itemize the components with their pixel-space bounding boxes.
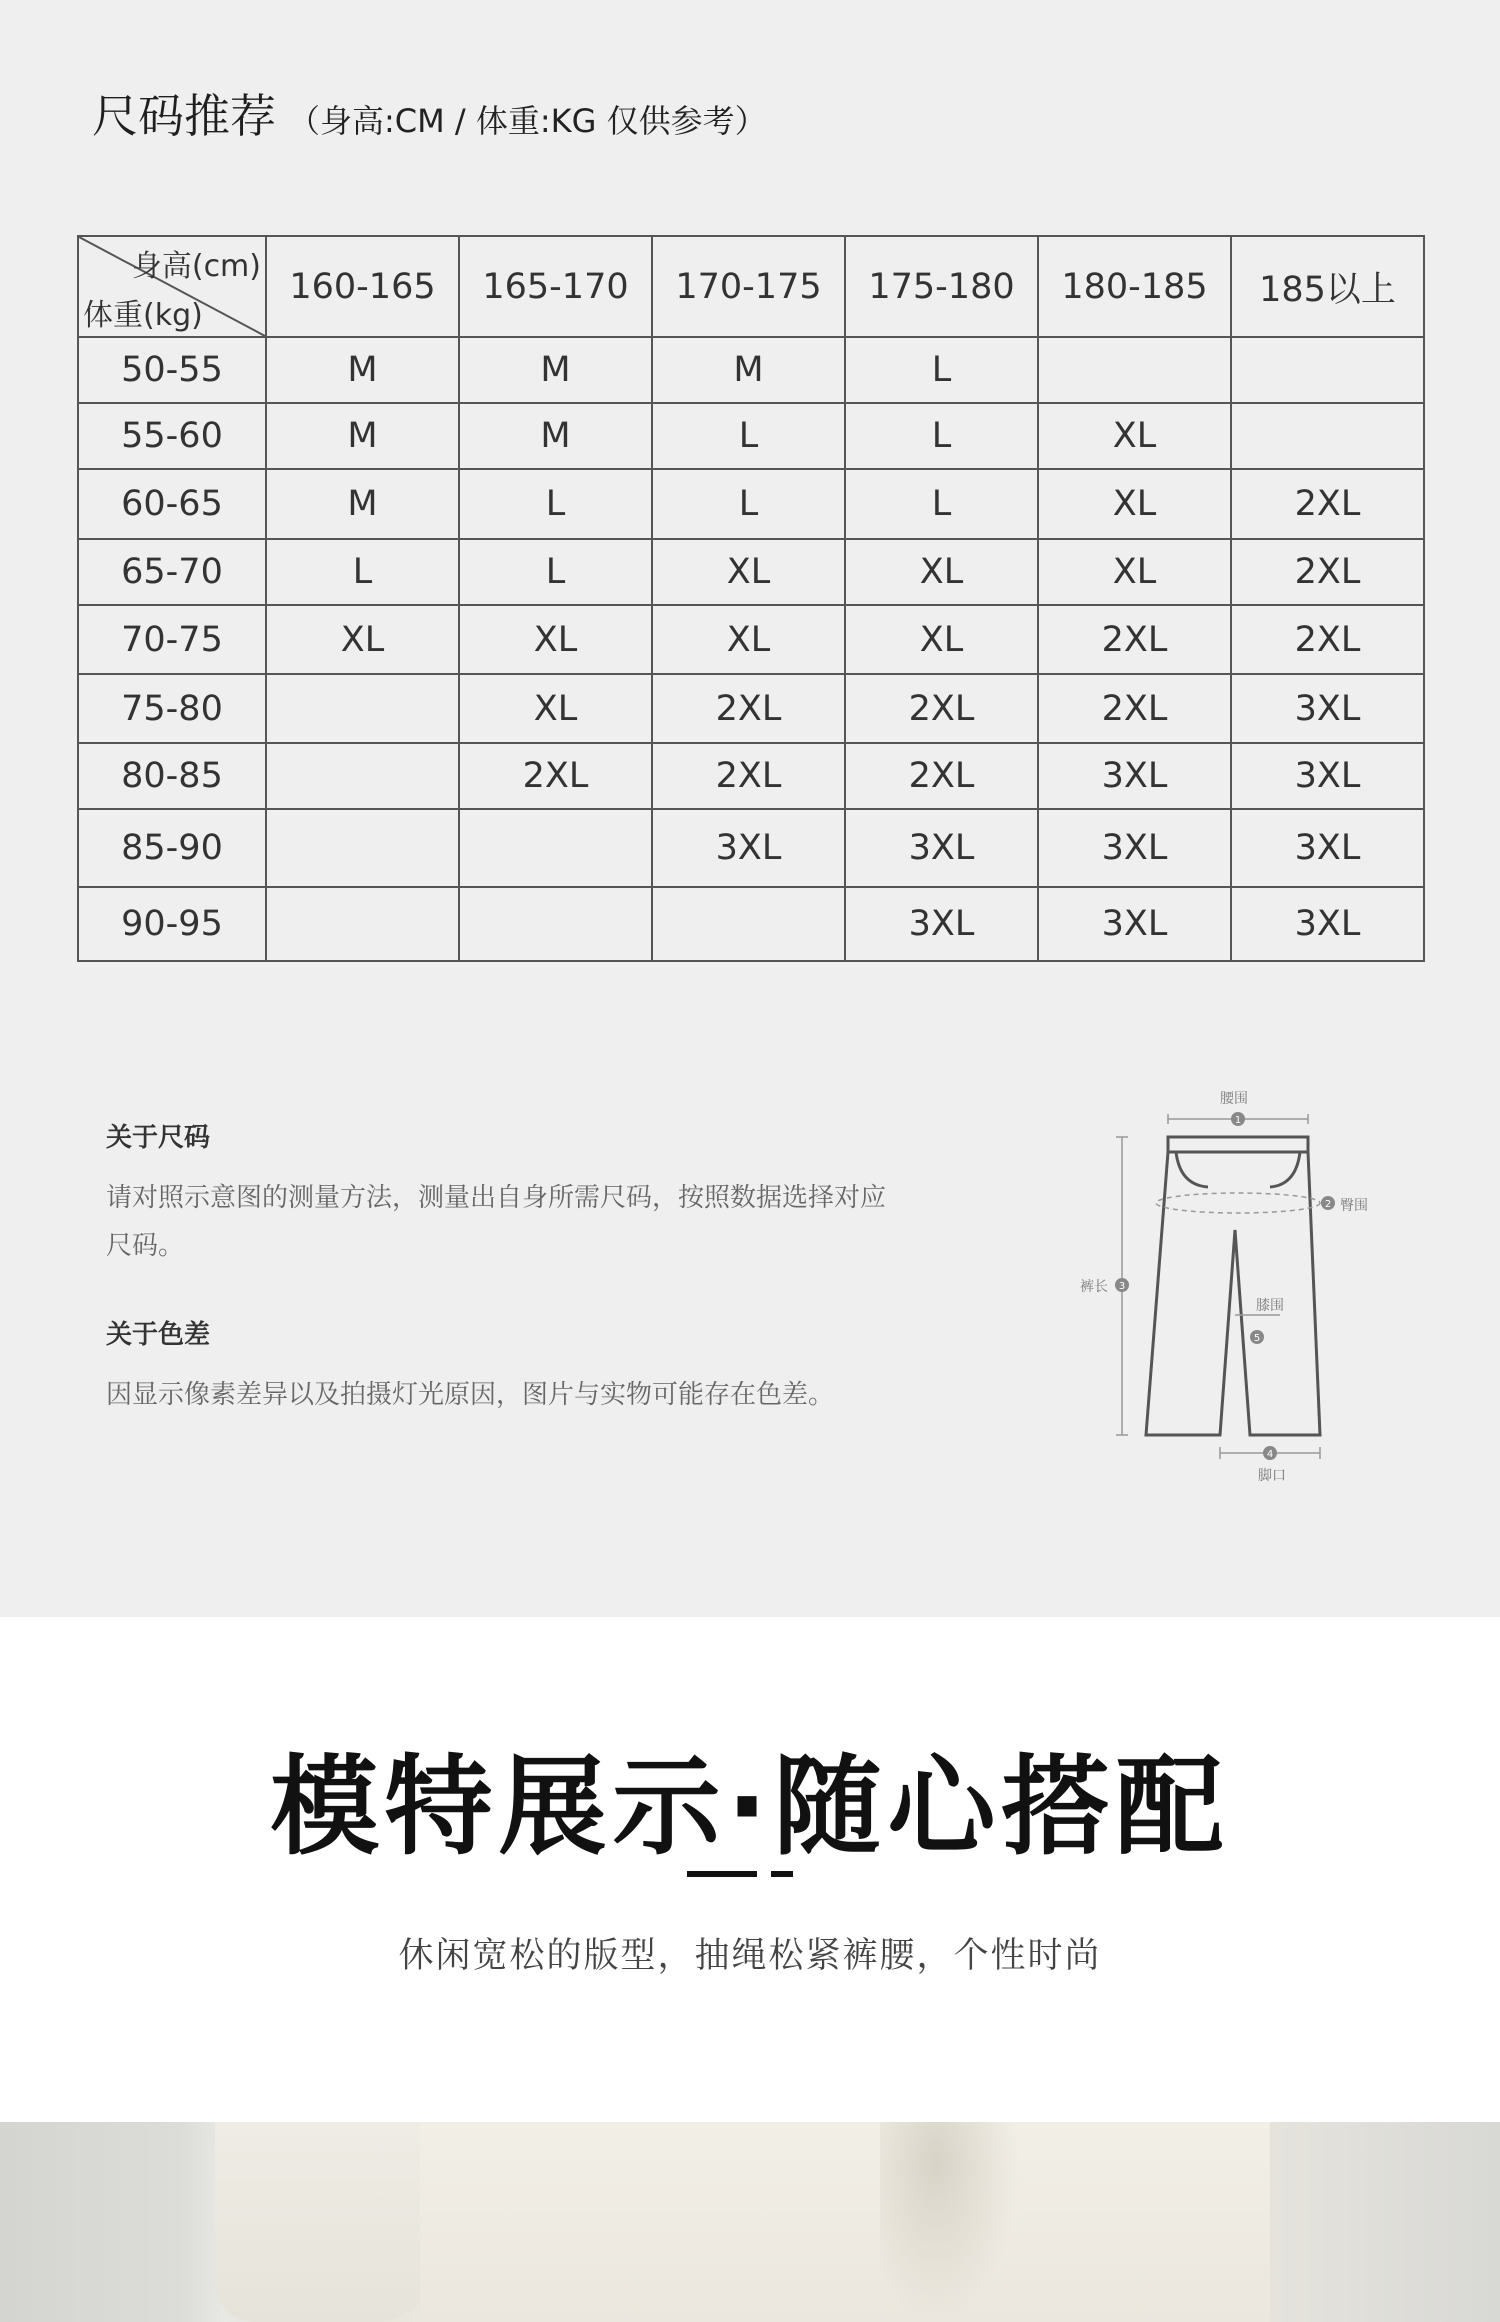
size-cell: M	[459, 337, 652, 403]
about-size-block	[106, 1117, 926, 1270]
size-cell: 2XL	[652, 743, 845, 809]
size-table	[77, 235, 1425, 962]
weight-range-cell: 60-65	[78, 469, 266, 539]
corner-height-label: 身高(cm)	[131, 249, 261, 284]
size-cell	[1231, 337, 1424, 403]
size-cell: M	[266, 469, 459, 539]
weight-range-cell: 85-90	[78, 809, 266, 887]
weight-range-cell: 55-60	[78, 403, 266, 469]
size-cell: XL	[845, 605, 1038, 674]
size-cell: XL	[459, 674, 652, 743]
size-cell: 3XL	[652, 809, 845, 887]
about-color-block	[106, 1314, 926, 1419]
size-cell: 2XL	[1231, 605, 1424, 674]
size-cell: 3XL	[1231, 887, 1424, 961]
size-cell: XL	[652, 539, 845, 605]
size-cell: M	[266, 403, 459, 469]
size-cell	[266, 887, 459, 961]
column-header: 185以上	[1231, 236, 1424, 337]
about-color-text: 因显示像素差异以及拍摄灯光原因，图片与实物可能存在色差。	[106, 1380, 835, 1410]
weight-range-cell: 75-80	[78, 674, 266, 743]
column-header: 170-175	[652, 236, 845, 337]
column-header: 165-170	[459, 236, 652, 337]
table-row	[78, 403, 1424, 469]
size-cell	[459, 887, 652, 961]
size-cell: 3XL	[1038, 887, 1231, 961]
marker-1: 1	[1234, 1115, 1242, 1126]
size-cell: 3XL	[1231, 809, 1424, 887]
table-row	[78, 469, 1424, 539]
hip-label: 臀围	[1340, 1198, 1368, 1214]
size-cell: M	[652, 337, 845, 403]
size-cell: XL	[459, 605, 652, 674]
size-cell	[266, 743, 459, 809]
weight-range-cell: 70-75	[78, 605, 266, 674]
size-cell: 2XL	[845, 743, 1038, 809]
size-cell: L	[845, 337, 1038, 403]
weight-range-cell: 65-70	[78, 539, 266, 605]
table-row	[78, 605, 1424, 674]
size-cell: XL	[266, 605, 459, 674]
table-row	[78, 887, 1424, 961]
table-row	[78, 539, 1424, 605]
size-cell	[1038, 337, 1231, 403]
size-cell: 3XL	[1231, 674, 1424, 743]
size-cell: L	[459, 469, 652, 539]
column-header: 175-180	[845, 236, 1038, 337]
divider-short	[771, 1871, 793, 1877]
size-cell: XL	[1038, 403, 1231, 469]
about-color-heading: 关于色差	[106, 1320, 211, 1350]
table-row	[78, 809, 1424, 887]
size-cell: 2XL	[845, 674, 1038, 743]
about-size-text: 请对照示意图的测量方法，测量出自身所需尺码，按照数据选择对应尺码。	[106, 1183, 887, 1261]
marker-3: 3	[1118, 1281, 1126, 1292]
size-cell: XL	[652, 605, 845, 674]
size-cell: L	[845, 469, 1038, 539]
model-section-subtitle: 休闲宽松的版型，抽绳松紧裤腰，个性时尚	[398, 1936, 1102, 1976]
size-chart-title	[92, 80, 767, 146]
size-cell: 3XL	[845, 887, 1038, 961]
size-cell: L	[459, 539, 652, 605]
size-cell: 3XL	[1038, 809, 1231, 887]
size-cell: 3XL	[1038, 743, 1231, 809]
marker-2: 2	[1324, 1199, 1332, 1210]
size-cell: 3XL	[1231, 743, 1424, 809]
knee-label: 膝围	[1256, 1298, 1284, 1314]
size-title-note: （身高:CM / 体重:KG 仅供参考）	[288, 102, 767, 140]
hem-label: 脚口	[1258, 1468, 1286, 1484]
size-table-header-row	[78, 236, 1424, 337]
size-cell	[266, 809, 459, 887]
model-photo-sleeve	[215, 2122, 435, 2322]
size-cell: 2XL	[1231, 469, 1424, 539]
size-cell: 2XL	[1038, 605, 1231, 674]
size-cell: 2XL	[1231, 539, 1424, 605]
table-row	[78, 337, 1424, 403]
table-row	[78, 674, 1424, 743]
model-photo	[0, 2122, 1500, 2322]
size-cell	[1231, 403, 1424, 469]
size-cell: M	[266, 337, 459, 403]
size-cell	[266, 674, 459, 743]
size-cell: L	[266, 539, 459, 605]
pants-measurement-diagram	[1060, 1085, 1420, 1485]
length-label: 裤长	[1080, 1279, 1108, 1295]
column-header: 160-165	[266, 236, 459, 337]
divider-long	[687, 1871, 757, 1877]
column-header: 180-185	[1038, 236, 1231, 337]
size-table-body	[78, 337, 1424, 961]
marker-5: 5	[1253, 1333, 1261, 1344]
size-cell: 2XL	[1038, 674, 1231, 743]
size-cell: XL	[1038, 539, 1231, 605]
size-cell: XL	[845, 539, 1038, 605]
size-cell: 3XL	[845, 809, 1038, 887]
size-cell: L	[845, 403, 1038, 469]
size-cell: 2XL	[459, 743, 652, 809]
marker-4: 4	[1266, 1449, 1274, 1460]
size-cell	[459, 809, 652, 887]
table-corner-cell	[78, 236, 266, 337]
model-photo-fold	[880, 2122, 1020, 2322]
size-cell: M	[459, 403, 652, 469]
size-cell: L	[652, 469, 845, 539]
model-photo-shirt	[420, 2122, 1270, 2322]
model-section-title: 模特展示·随心搭配	[270, 1745, 1230, 1870]
waist-label: 腰围	[1220, 1091, 1248, 1107]
weight-range-cell: 50-55	[78, 337, 266, 403]
size-cell: XL	[1038, 469, 1231, 539]
about-size-heading: 关于尺码	[106, 1123, 211, 1153]
size-cell: L	[652, 403, 845, 469]
size-cell	[652, 887, 845, 961]
weight-range-cell: 90-95	[78, 887, 266, 961]
table-row	[78, 743, 1424, 809]
corner-weight-label: 体重(kg)	[83, 298, 203, 333]
pants-outline	[1060, 1085, 1420, 1485]
size-cell: 2XL	[652, 674, 845, 743]
size-title-text: 尺码推荐	[92, 89, 276, 143]
weight-range-cell: 80-85	[78, 743, 266, 809]
